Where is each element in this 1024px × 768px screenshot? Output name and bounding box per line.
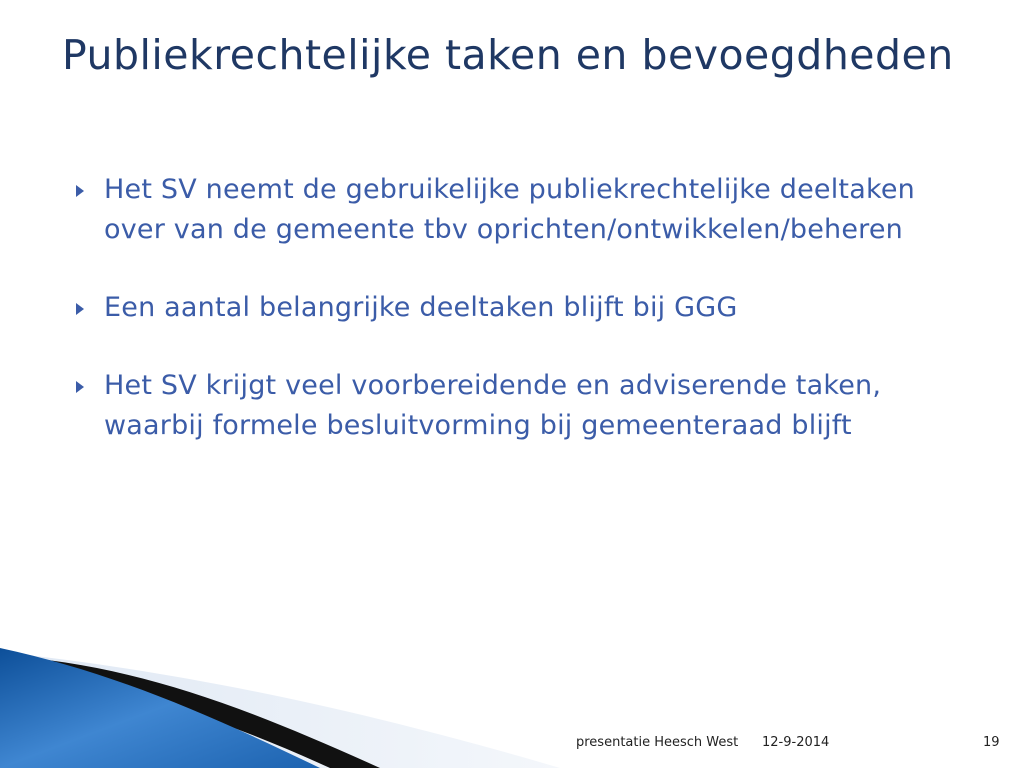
- footer-date: 12-9-2014: [762, 735, 830, 750]
- bullet-item: [72, 288, 952, 328]
- bullet-arrow-icon: [76, 185, 84, 197]
- bullet-text: Het SV neemt de gebruikelijke publiekrechtelijke deeltaken over van de gemeente tbv oprichten/ontwikkelen/beheren: [104, 174, 915, 245]
- bullet-text: Een aantal belangrijke deeltaken blijft bij GGG: [104, 292, 738, 323]
- bullet-item: [72, 170, 952, 250]
- footer-page-number: 19: [983, 735, 1000, 750]
- footer-presentation-name: presentatie Heesch West: [576, 735, 739, 750]
- bullet-item: [72, 366, 952, 446]
- slide-title: Publiekrechtelijke taken en bevoegdheden: [62, 31, 954, 79]
- bullet-arrow-icon: [76, 381, 84, 393]
- bullet-text: Het SV krijgt veel voorbereidende en adviserende taken, waarbij formele besluitvorming bij gemeenteraad blijft: [104, 370, 882, 441]
- bullet-arrow-icon: [76, 303, 84, 315]
- bullet-list: [72, 170, 952, 484]
